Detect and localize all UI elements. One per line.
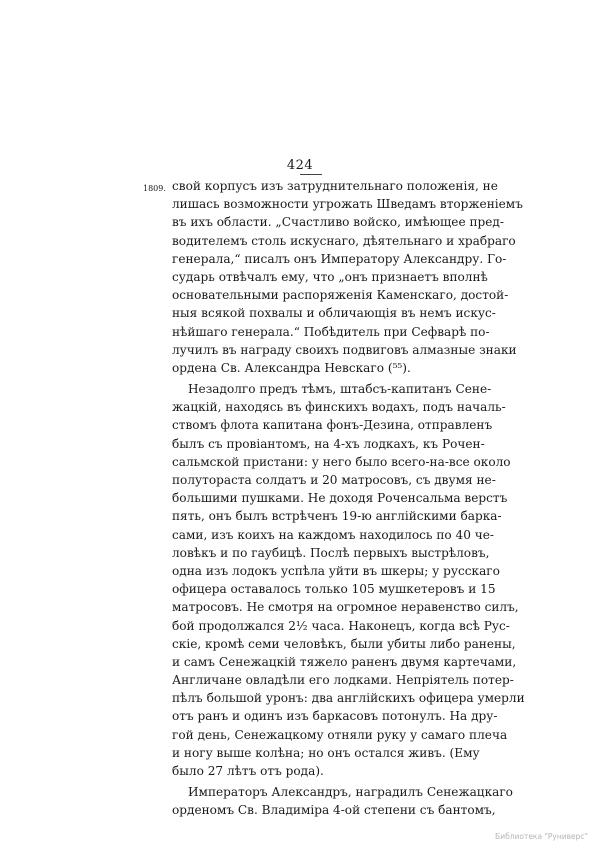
text-line: лучилъ въ награду своихъ подвиговъ алмазные знаки	[172, 342, 517, 357]
text-line: свой корпусъ изъ затруднительнаго положенія, не	[172, 179, 498, 193]
text-line: основательными распоряженія Каменскаго, достой-	[172, 288, 509, 303]
library-watermark: Библиотека "Руниверс"	[495, 832, 588, 841]
text-line: въ ихъ области. „Счастливо войско, имѣющее пред-	[172, 215, 504, 230]
text-line: сударь отвѣчалъ ему, что „онъ признаетъ вполнѣ	[172, 269, 488, 284]
margin-year-note: 1809.	[143, 184, 166, 193]
text-line: былъ съ провіантомъ, на 4-хъ лодкахъ, къ Рочен-	[172, 436, 485, 451]
text-line: большими пушками. Не доходя Роченсальма верстъ	[172, 491, 508, 506]
text-line: полутораста солдатъ и 20 матросовъ, съ двумя не-	[172, 473, 496, 487]
text-line: отъ ранъ и одинъ изъ баркасовъ потонулъ. На дру-	[172, 709, 498, 724]
text-line: офицера оставалось только 105 мушкетеровъ и 15	[172, 582, 496, 597]
paragraph-3	[172, 783, 513, 819]
text-line: ныя всякой похвалы и обличающія въ немъ искус-	[172, 306, 496, 321]
text-line: Англичане овладѣли его лодками. Непріятель потер-	[172, 673, 514, 688]
text-line: орденомъ Св. Владиміра 4-ой степени съ бантомъ,	[172, 803, 496, 818]
text-line: и ногу выше колѣна; но онъ остался живъ. (Ему	[172, 745, 480, 760]
text-line: нѣйшаго генерала.“ Побѣдитель при Сефварѣ по-	[172, 324, 490, 339]
paragraph-1	[172, 177, 523, 377]
text-line: лишась возможности угрожать Шведамъ вторженіемъ	[172, 197, 523, 212]
text-line: ордена Св. Александра Невскаго (⁵⁵).	[172, 360, 411, 375]
text-line: ствомъ флота капитана фонъ-Дезина, отправленъ	[172, 418, 493, 433]
text-line: Незадолго предъ тѣмъ, штабсъ-капитанъ Сене-	[188, 382, 492, 397]
page-number: 424	[286, 158, 314, 173]
text-line: ловѣкъ и по гаубицѣ. Послѣ первыхъ выстрѣловъ,	[172, 545, 490, 560]
text-line: одна изъ лодокъ успѣла уйти въ шкеры; у русскаго	[172, 563, 500, 578]
text-line: Императоръ Александръ, наградилъ Сенежацкаго	[188, 785, 513, 800]
text-line: пять, онъ былъ встрѣченъ 19-ю англійскими барка-	[172, 509, 502, 524]
text-line: матросовъ. Не смотря на огромное неравенство силъ,	[172, 600, 519, 615]
text-line: генерала,“ писалъ онъ Императору Александру. Го-	[172, 251, 507, 266]
text-line: бой продолжался 2½ часа. Наконецъ, когда всѣ Рус-	[172, 618, 510, 633]
text-line: водителемъ столь искуснаго, дѣятельнаго и храбраго	[172, 233, 516, 248]
text-line: жацкій, находясь въ финскихъ водахъ, подъ началь-	[172, 400, 506, 415]
text-line: сальмской пристани: у него было всего-на-все около	[172, 454, 511, 469]
main-text	[172, 177, 525, 820]
text-line: пѣлъ большой уронъ: два англійскихъ офицера умерли	[172, 691, 525, 706]
text-line: и самъ Сенежацкій тяжело раненъ двумя картечами,	[172, 654, 517, 669]
text-line: скіе, кромѣ семи человѣкъ, были убиты либо ранены,	[172, 636, 516, 651]
text-line: было 27 лѣтъ отъ рода).	[172, 764, 324, 778]
text-line: гой день, Сенежацкому отняли руку у самаго плеча	[172, 727, 508, 742]
text-line: сами, изъ коихъ на каждомъ находилось по 40 че-	[172, 527, 494, 542]
page-number-rule	[300, 174, 322, 175]
paragraph-2	[172, 380, 525, 780]
